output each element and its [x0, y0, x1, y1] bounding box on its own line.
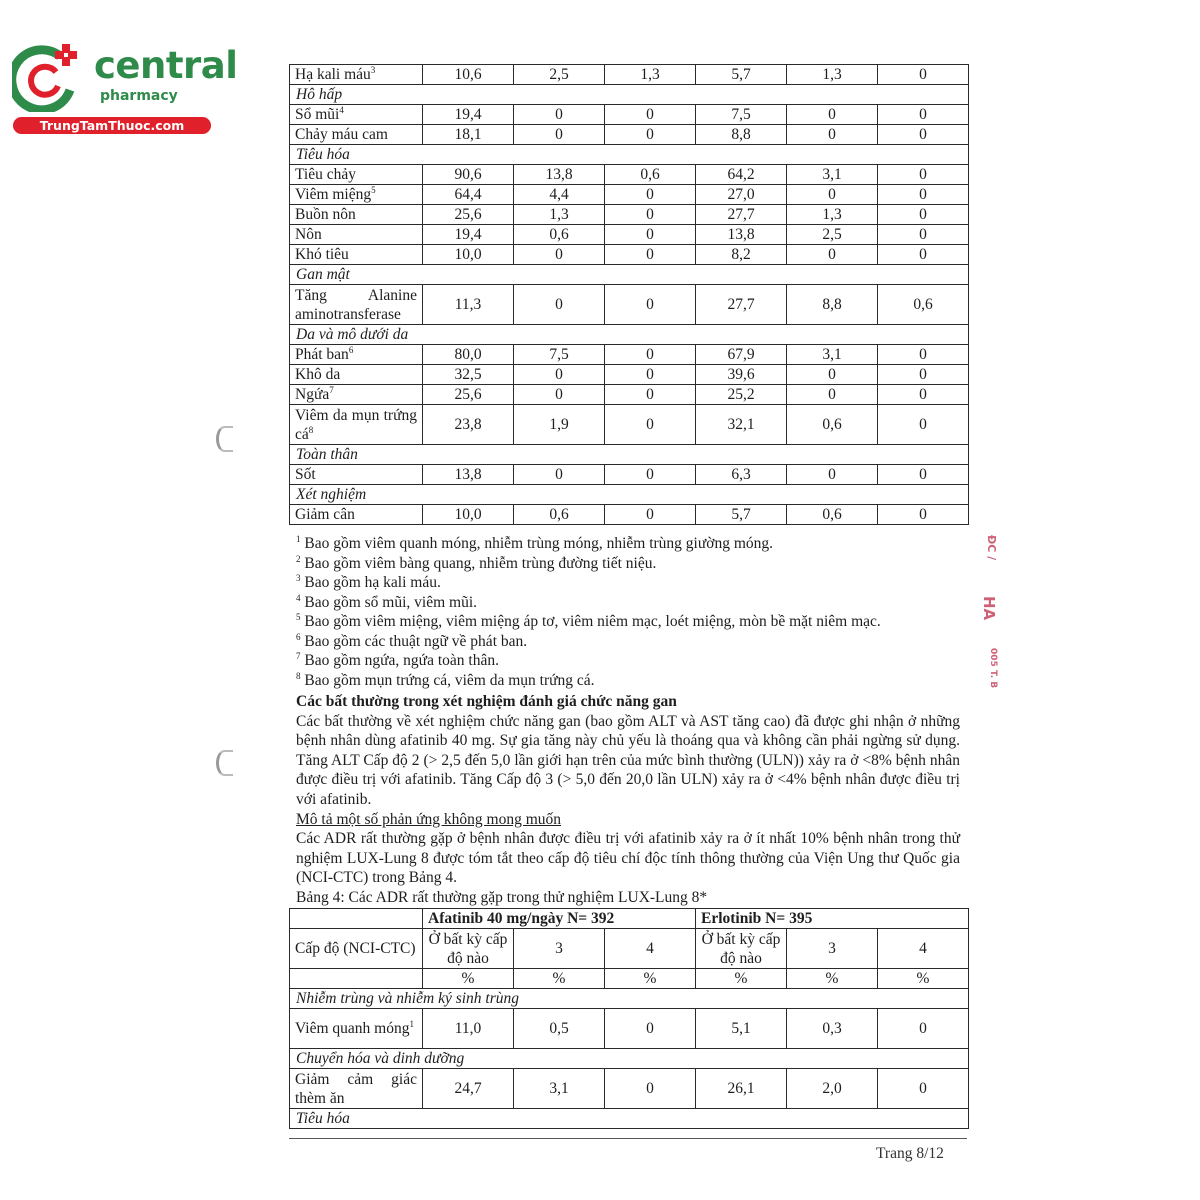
grade-3-erlotinib: 3	[787, 929, 878, 969]
percentage-cell: 0	[787, 245, 878, 265]
footnote-number: 8	[296, 670, 301, 681]
empty-header-cell	[290, 909, 423, 929]
category-row	[290, 989, 969, 1009]
unit-cell: %	[787, 969, 878, 989]
percentage-cell: 13,8	[696, 225, 787, 245]
footnote-text: Bao gồm viêm bàng quang, nhiễm trùng đường tiết niệu.	[304, 554, 657, 572]
percentage-cell: 0,6	[878, 285, 969, 325]
unit-cell: %	[878, 969, 969, 989]
category-label: Tiêu hóa	[290, 145, 969, 165]
unit-cell: %	[696, 969, 787, 989]
percentage-cell: 3,1	[787, 345, 878, 365]
percentage-cell: 0	[878, 345, 969, 365]
unit-cell: %	[605, 969, 696, 989]
table-row	[290, 225, 969, 245]
percentage-cell: 1,3	[514, 205, 605, 225]
percentage-cell: 27,7	[696, 285, 787, 325]
percentage-cell: 0	[878, 125, 969, 145]
percentage-cell: 0	[878, 365, 969, 385]
table-row	[290, 405, 969, 445]
percentage-cell: 0	[514, 385, 605, 405]
category-label: Nhiễm trùng và nhiễm ký sinh trùng	[290, 989, 969, 1009]
adverse-reaction-label	[290, 105, 423, 125]
row-label-text: Viêm miệng	[295, 186, 372, 203]
percentage-cell: 0	[605, 385, 696, 405]
footnote	[296, 573, 976, 593]
percentage-cell: 3,1	[514, 1069, 605, 1109]
table-row	[290, 505, 969, 525]
table-row	[290, 345, 969, 365]
footnote-ref: 1	[409, 1018, 414, 1029]
percentage-cell: 0	[787, 385, 878, 405]
grade-any-erlotinib: Ở bất kỳ cấp độ nào	[696, 929, 787, 969]
grade-label: Cấp độ (NCI-CTC)	[290, 929, 423, 969]
percentage-cell: 32,5	[423, 365, 514, 385]
table4-group-header-row	[290, 909, 969, 929]
percentage-cell: 32,1	[696, 405, 787, 445]
category-label: Gan mật	[290, 265, 969, 285]
row-label-text: Phát ban	[295, 346, 349, 363]
adverse-reaction-label	[290, 185, 423, 205]
percentage-cell: 10,0	[423, 245, 514, 265]
brand-subtitle: pharmacy	[100, 88, 178, 104]
page-number: Trang 8/12	[876, 1145, 944, 1162]
brand-name: central	[94, 44, 238, 87]
percentage-cell: 0	[605, 125, 696, 145]
table-row	[290, 65, 969, 85]
percentage-cell: 0	[605, 1009, 696, 1049]
table-row	[290, 385, 969, 405]
footnote-text: Bao gồm hạ kali máu.	[304, 574, 441, 591]
row-label-text: Khô da	[295, 366, 341, 383]
category-row	[290, 445, 969, 465]
row-label-text: Sổ mũi	[295, 106, 340, 123]
percentage-cell: 5,1	[696, 1009, 787, 1049]
percentage-cell: 0	[605, 205, 696, 225]
percentage-cell: 90,6	[423, 165, 514, 185]
brand-website-link[interactable]: TrungTamThuoc.com	[13, 117, 211, 134]
percentage-cell: 7,5	[514, 345, 605, 365]
percentage-cell: 39,6	[696, 365, 787, 385]
percentage-cell: 0	[605, 365, 696, 385]
row-label-text: Viêm quanh móng	[295, 1020, 410, 1037]
category-label: Xét nghiệm	[290, 485, 969, 505]
adverse-reaction-label	[290, 345, 423, 365]
percentage-cell: 1,3	[605, 65, 696, 85]
row-label-text: Buồn nôn	[295, 206, 356, 223]
percentage-cell: 0	[605, 225, 696, 245]
percentage-cell: 0	[605, 185, 696, 205]
percentage-cell: 13,8	[514, 165, 605, 185]
stamp-fragment: HA	[980, 596, 998, 621]
percentage-cell: 0	[605, 345, 696, 365]
table-row	[290, 205, 969, 225]
footnote-number: 6	[296, 631, 301, 642]
footnote-text: Bao gồm ngứa, ngứa toàn thân.	[304, 652, 499, 669]
table4-grade-row	[290, 929, 969, 969]
percentage-cell: 24,7	[423, 1069, 514, 1109]
percentage-cell: 25,2	[696, 385, 787, 405]
adverse-reaction-label	[290, 285, 423, 325]
footnote	[296, 671, 976, 691]
unit-cell: %	[514, 969, 605, 989]
table-row	[290, 125, 969, 145]
footnote-text: Bao gồm viêm quanh móng, nhiễm trùng móng, nhiễm trùng giường móng.	[304, 535, 774, 552]
percentage-cell: 0	[514, 105, 605, 125]
adr-section-heading: Mô tả một số phản ứng không mong muốn	[296, 810, 562, 828]
table-row	[290, 185, 969, 205]
table-row	[290, 285, 969, 325]
category-label: Da và mô dưới da	[290, 325, 969, 345]
percentage-cell: 2,5	[514, 65, 605, 85]
grade-4-erlotinib: 4	[878, 929, 969, 969]
percentage-cell: 26,1	[696, 1069, 787, 1109]
percentage-cell: 0	[878, 405, 969, 445]
category-label: Hô hấp	[290, 85, 969, 105]
adverse-reaction-label	[290, 505, 423, 525]
percentage-cell: 0	[878, 385, 969, 405]
percentage-cell: 0	[787, 125, 878, 145]
percentage-cell: 1,3	[787, 205, 878, 225]
table-footnotes	[296, 534, 976, 690]
percentage-cell: 11,0	[423, 1009, 514, 1049]
percentage-cell: 0	[514, 125, 605, 145]
grade-any-afatinib: Ở bất kỳ cấp độ nào	[423, 929, 514, 969]
percentage-cell: 0	[878, 245, 969, 265]
percentage-cell: 8,8	[696, 125, 787, 145]
percentage-cell: 7,5	[696, 105, 787, 125]
footnote-ref: 5	[371, 184, 376, 195]
footnote-ref: 7	[329, 384, 334, 395]
percentage-cell: 8,2	[696, 245, 787, 265]
adr-table-continued	[289, 64, 969, 525]
percentage-cell: 1,9	[514, 405, 605, 445]
percentage-cell: 5,7	[696, 65, 787, 85]
central-pharmacy-logo	[10, 38, 238, 138]
percentage-cell: 0,6	[514, 225, 605, 245]
footnote	[296, 554, 976, 574]
percentage-cell: 4,4	[514, 185, 605, 205]
row-label-text: Tiêu chảy	[295, 166, 356, 183]
row-label-text: Hạ kali máu	[295, 66, 371, 83]
percentage-cell: 0	[514, 465, 605, 485]
table-row	[290, 1009, 969, 1049]
percentage-cell: 3,1	[787, 165, 878, 185]
punch-hole-mark	[216, 426, 233, 452]
percentage-cell: 0	[878, 1069, 969, 1109]
percentage-cell: 0	[787, 105, 878, 125]
footnote	[296, 534, 976, 554]
stamp-fragment: 005 T. B	[988, 648, 998, 689]
adverse-reaction-label	[290, 465, 423, 485]
percentage-cell: 0	[878, 165, 969, 185]
percentage-cell: 8,8	[787, 285, 878, 325]
percentage-cell: 0	[605, 1069, 696, 1109]
adr-section-paragraph: Các ADR rất thường gặp ở bệnh nhân được điều trị với afatinib xảy ra ở ít nhất 10% bệnh nhân trong thử nghiệm LUX-Lung 8 được tóm tắt theo cấp độ tiêu chí độc tính thông thường của Viện Ung thư Quốc gia (NCI-CTC) trong Bảng 4.	[296, 830, 960, 887]
percentage-cell: 27,0	[696, 185, 787, 205]
table4-unit-row	[290, 969, 969, 989]
adverse-reaction-label	[290, 385, 423, 405]
percentage-cell: 0	[787, 465, 878, 485]
adverse-reaction-label	[290, 1069, 423, 1109]
adverse-reaction-label	[290, 365, 423, 385]
category-row	[290, 1049, 969, 1069]
percentage-cell: 0,3	[787, 1009, 878, 1049]
adverse-reaction-label	[290, 225, 423, 245]
percentage-cell: 19,4	[423, 225, 514, 245]
footnote	[296, 593, 976, 613]
adverse-reaction-label	[290, 165, 423, 185]
percentage-cell: 64,2	[696, 165, 787, 185]
row-label-text: Giảm cảm giác thèm ăn	[295, 1070, 417, 1107]
category-row	[290, 485, 969, 505]
adverse-reaction-label	[290, 1009, 423, 1049]
percentage-cell: 0	[605, 245, 696, 265]
footnote	[296, 632, 976, 652]
footnote-number: 5	[296, 611, 301, 622]
row-label-text: Giảm cân	[295, 506, 355, 523]
row-label-text: Tăng Alanine aminotransferase	[295, 286, 417, 323]
category-row	[290, 325, 969, 345]
percentage-cell: 0,6	[605, 165, 696, 185]
adverse-reaction-label	[290, 125, 423, 145]
percentage-cell: 0	[787, 185, 878, 205]
grade-3-afatinib: 3	[514, 929, 605, 969]
row-label-text: Sốt	[295, 466, 316, 483]
empty-unit-cell	[290, 969, 423, 989]
percentage-cell: 0,5	[514, 1009, 605, 1049]
category-label: Toàn thân	[290, 445, 969, 465]
category-row	[290, 145, 969, 165]
grade-4-afatinib: 4	[605, 929, 696, 969]
afatinib-group-header: Afatinib 40 mg/ngày N= 392	[423, 909, 696, 929]
footnote-ref: 3	[370, 64, 376, 75]
percentage-cell: 0	[605, 405, 696, 445]
adverse-reaction-label	[290, 245, 423, 265]
percentage-cell: 0	[878, 205, 969, 225]
category-label: Chuyển hóa và dinh dưỡng	[290, 1049, 969, 1069]
percentage-cell: 0	[878, 505, 969, 525]
table-row	[290, 365, 969, 385]
percentage-cell: 6,3	[696, 465, 787, 485]
percentage-cell: 0	[878, 1009, 969, 1049]
table-row	[290, 245, 969, 265]
percentage-cell: 0	[787, 365, 878, 385]
percentage-cell: 0	[514, 285, 605, 325]
liver-function-section	[296, 692, 960, 908]
percentage-cell: 19,4	[423, 105, 514, 125]
percentage-cell: 27,7	[696, 205, 787, 225]
table-row	[290, 1069, 969, 1109]
percentage-cell: 1,3	[787, 65, 878, 85]
percentage-cell: 10,0	[423, 505, 514, 525]
percentage-cell: 80,0	[423, 345, 514, 365]
liver-section-heading: Các bất thường trong xét nghiệm đánh giá chức năng gan	[296, 693, 677, 710]
percentage-cell: 13,8	[423, 465, 514, 485]
footnote-number: 1	[296, 533, 301, 544]
percentage-cell: 0	[514, 365, 605, 385]
percentage-cell: 2,0	[787, 1069, 878, 1109]
footnote-text: Bao gồm các thuật ngữ về phát ban.	[304, 632, 528, 650]
percentage-cell: 0,6	[787, 405, 878, 445]
footnote-number: 7	[296, 650, 301, 661]
table-row	[290, 105, 969, 125]
table-row	[290, 465, 969, 485]
percentage-cell: 25,6	[423, 385, 514, 405]
table-row	[290, 165, 969, 185]
percentage-cell: 25,6	[423, 205, 514, 225]
percentage-cell: 0	[878, 105, 969, 125]
percentage-cell: 10,6	[423, 65, 514, 85]
percentage-cell: 67,9	[696, 345, 787, 365]
erlotinib-group-header: Erlotinib N= 395	[696, 909, 969, 929]
percentage-cell: 0	[605, 285, 696, 325]
row-label-text: Nôn	[295, 226, 322, 243]
pharmacy-cross-logo-icon	[12, 40, 84, 112]
row-label-text: Khó tiêu	[295, 246, 349, 263]
percentage-cell: 5,7	[696, 505, 787, 525]
row-label-text: Ngứa	[295, 386, 330, 403]
footnote-ref: 8	[308, 424, 314, 435]
percentage-cell: 0	[514, 245, 605, 265]
footnote-number: 2	[296, 553, 301, 564]
percentage-cell: 18,1	[423, 125, 514, 145]
percentage-cell: 23,8	[423, 405, 514, 445]
footnote	[296, 651, 976, 671]
adverse-reaction-label	[290, 205, 423, 225]
percentage-cell: 0,6	[514, 505, 605, 525]
percentage-cell: 0	[605, 105, 696, 125]
percentage-cell: 0	[605, 505, 696, 525]
percentage-cell: 0	[605, 465, 696, 485]
row-label-text: Viêm da mụn trứng cá	[295, 406, 417, 443]
footnote-text: Bao gồm sổ mũi, viêm mũi.	[304, 593, 478, 611]
footnote	[296, 612, 976, 632]
percentage-cell: 0	[878, 225, 969, 245]
unit-cell: %	[423, 969, 514, 989]
category-row	[290, 85, 969, 105]
adverse-reaction-label	[290, 65, 423, 85]
footnote-ref: 4	[339, 104, 344, 115]
footer-divider	[289, 1138, 967, 1139]
footnote-ref: 6	[348, 344, 354, 355]
category-row	[290, 1109, 969, 1129]
category-label: Tiêu hóa	[290, 1109, 969, 1129]
liver-section-paragraph: Các bất thường về xét nghiệm chức năng gan (bao gồm ALT và AST tăng cao) đã được ghi nhận ở những bệnh nhân dùng afatinib 40 mg. Sự gia tăng này chủ yếu là thoáng qua và không cần phải ngừng sử dụng. Tăng ALT Cấp độ 2 (> 2,5 đến 5,0 lần giới hạn trên của mức bình thường (ULN)) xảy ra ở <8% bệnh nhân được điều trị với afatinib. Tăng Cấp độ 3 (> 5,0 đến 20,0 lần ULN) xảy ra ở <4% bệnh nhân được điều trị với afatinib.	[296, 712, 960, 808]
category-row	[290, 265, 969, 285]
percentage-cell: 64,4	[423, 185, 514, 205]
percentage-cell: 0	[878, 185, 969, 205]
row-label-text: Chảy máu cam	[295, 126, 388, 143]
adr-table-4	[289, 908, 969, 1129]
percentage-cell: 2,5	[787, 225, 878, 245]
footnote-text: Bao gồm mụn trứng cá, viêm da mụn trứng cá.	[304, 671, 595, 689]
percentage-cell: 0	[878, 65, 969, 85]
percentage-cell: 11,3	[423, 285, 514, 325]
footnote-number: 3	[296, 572, 301, 583]
percentage-cell: 0,6	[787, 505, 878, 525]
punch-hole-mark	[216, 750, 233, 776]
footnote-text: Bao gồm viêm miệng, viêm miệng áp tơ, viêm niêm mạc, loét miệng, mòn bề mặt niêm mạc.	[304, 613, 881, 630]
percentage-cell: 0	[878, 465, 969, 485]
footnote-number: 4	[296, 592, 301, 603]
adverse-reaction-label	[290, 405, 423, 445]
stamp-fragment: ĐC /	[985, 535, 998, 561]
table4-caption: Bảng 4: Các ADR rất thường gặp trong thử nghiệm LUX-Lung 8*	[296, 888, 708, 906]
